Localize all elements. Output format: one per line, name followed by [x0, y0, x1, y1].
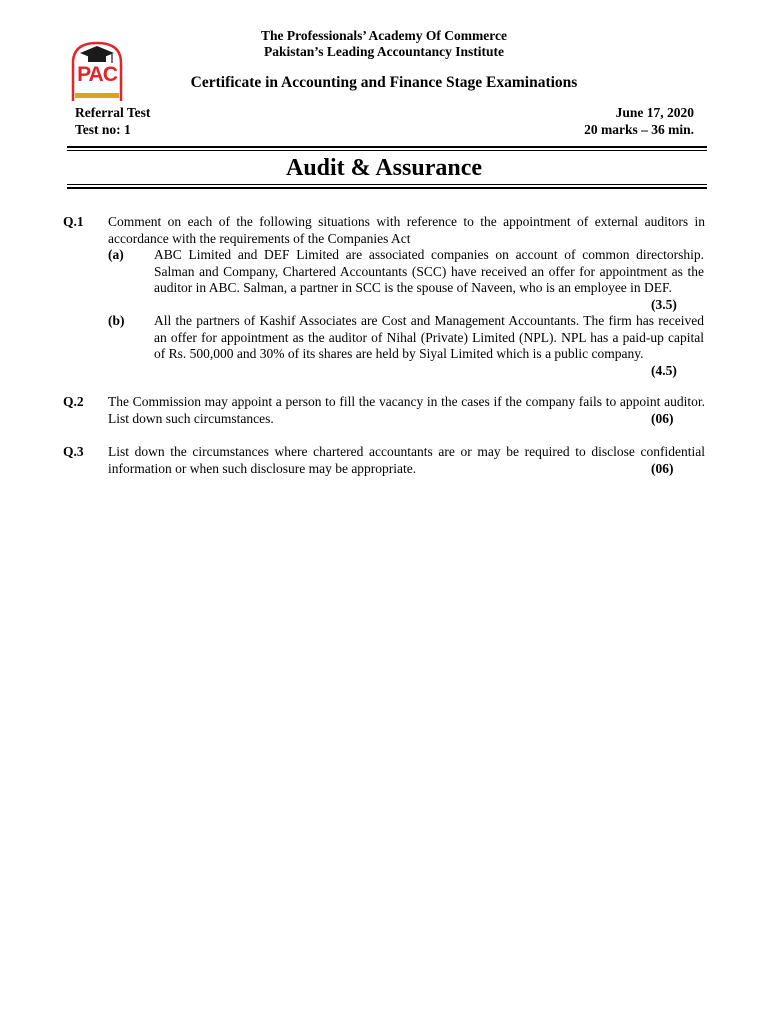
institute-tagline: Pakistan’s Leading Accountancy Institute [264, 44, 504, 59]
question-text: Comment on each of the following situations with reference to the appointment of external auditors in accordance with the requirements of the Companies Act [108, 214, 705, 246]
marks-duration: 20 marks – 36 min. [584, 122, 694, 137]
top-rule-thick [67, 146, 707, 148]
question-text: List down the circumstances where chartered accountants are or may be required to disclose confidential information or when such disclosure may be appropriate. [108, 444, 705, 476]
part-label: (b) [108, 313, 125, 328]
part-label: (a) [108, 247, 124, 262]
logo-text: PAC [77, 63, 117, 86]
question-number: Q.1 [63, 214, 84, 229]
test-number: Test no: 1 [75, 122, 131, 137]
part-text: ABC Limited and DEF Limited are associated companies on account of common directorship. Salman and Company, Chartered Accountants (SCC) have received an offer for appointment as the auditor in ABC. Salman, a partner in SCC is the spouse of Naveen, who is an employee in DEF. [154, 247, 704, 296]
question-text: The Commission may appoint a person to fill the vacancy in the cases if the company fails to appoint auditor. List down such circumstances. [108, 394, 705, 426]
question-number: Q.2 [63, 394, 84, 409]
test-type: Referral Test [75, 105, 151, 120]
top-rule-thin [67, 150, 707, 151]
part-marks: (4.5) [651, 363, 677, 378]
part-text: All the partners of Kashif Associates are Cost and Management Accountants. The firm has received an offer for appointment as the auditor of Nihal (Private) Limited (NPL). NPL has a paid-up capital of Rs. 500,000 and 30% of its shares are held by Siyal Limited which is a public company. [154, 313, 704, 362]
institute-name: The Professionals’ Academy Of Commerce [261, 28, 507, 43]
certificate-title: Certificate in Accounting and Finance Stage Examinations [190, 74, 578, 91]
question-number: Q.3 [63, 444, 84, 459]
part-marks: (3.5) [651, 297, 677, 312]
question-marks: (06) [651, 411, 674, 426]
bottom-rule-thick [67, 187, 707, 189]
exam-date: June 17, 2020 [615, 105, 694, 120]
subject-title: Audit & Assurance [285, 155, 483, 181]
bottom-rule-thin [67, 184, 707, 185]
question-marks: (06) [651, 461, 674, 476]
